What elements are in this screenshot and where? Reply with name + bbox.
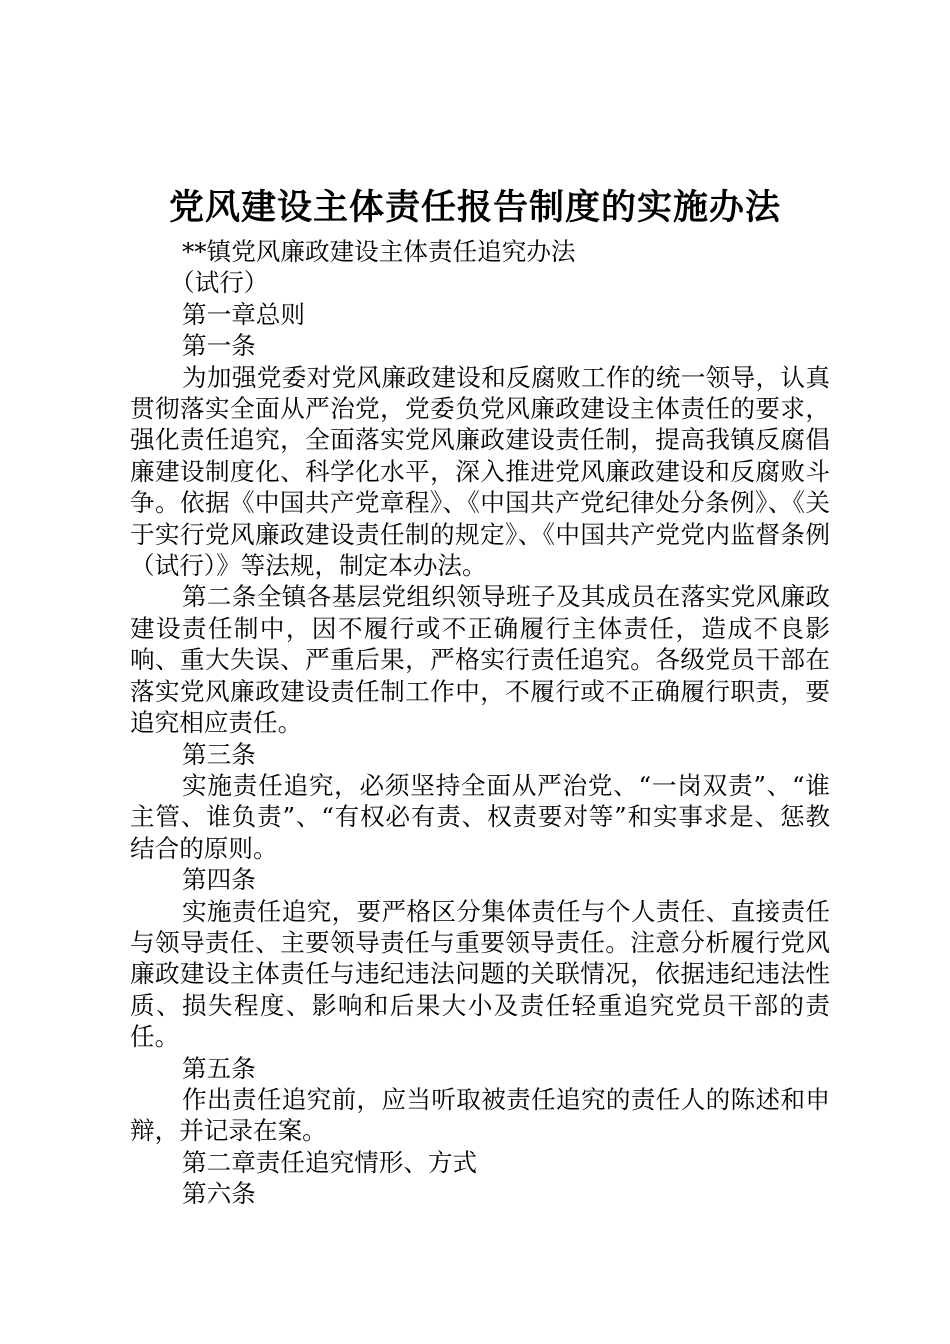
- paragraph: 作出责任追究前，应当听取被责任追究的责任人的陈述和申辩，并记录在案。: [130, 1084, 830, 1146]
- paragraph: 实施责任追究，必须坚持全面从严治党、“一岗双责”、“谁主管、谁负责”、“有权必有责、权责要对等”和实事求是、惩教结合的原则。: [130, 770, 830, 863]
- article-heading: 第四条: [182, 865, 256, 895]
- article-heading: 第五条: [182, 1053, 256, 1083]
- article-heading: 第一条: [182, 331, 256, 361]
- paragraph: 为加强党委对党风廉政建设和反腐败工作的统一领导，认真贯彻落实全面从严治党，党委负党风廉政建设主体责任的要求，强化责任追究，全面落实党风廉政建设责任制，提高我镇反腐倡廉建设制度化、科学化水平，深入推进党风廉政建设和反腐败斗争。依据《中国共产党章程》、《中国共产党纪律处分条例》、《关于实行党风廉政建设责任制的规定》、《中国共产党党内监督条例（试行）》等法规，制定本办法。: [130, 362, 830, 581]
- document-title: 党风建设主体责任报告制度的实施办法: [168, 187, 781, 228]
- chapter-heading: 第二章责任追究情形、方式: [182, 1147, 478, 1177]
- subtitle-note: （试行）: [170, 268, 269, 298]
- article-heading: 第六条: [182, 1179, 256, 1209]
- chapter-heading: 第一章总则: [182, 299, 305, 329]
- paragraph: 实施责任追究，要严格区分集体责任与个人责任、直接责任与领导责任、主要领导责任与重要领导责任。注意分析履行党风廉政建设主体责任与违纪违法问题的关联情况，依据违纪违法性质、损失程度、影响和后果大小及责任轻重追究党员干部的责任。: [130, 896, 830, 1052]
- paragraph: 第二条全镇各基层党组织领导班子及其成员在落实党风廉政建设责任制中，因不履行或不正确履行主体责任，造成不良影响、重大失误、严重后果，严格实行责任追究。各级党员干部在落实党风廉政建设责任制工作中，不履行或不正确履行职责，要追究相应责任。: [130, 582, 830, 738]
- document-body: [130, 236, 830, 1210]
- article-heading: 第三条: [182, 739, 256, 769]
- subtitle: **镇党风廉政建设主体责任追究办法: [182, 237, 576, 266]
